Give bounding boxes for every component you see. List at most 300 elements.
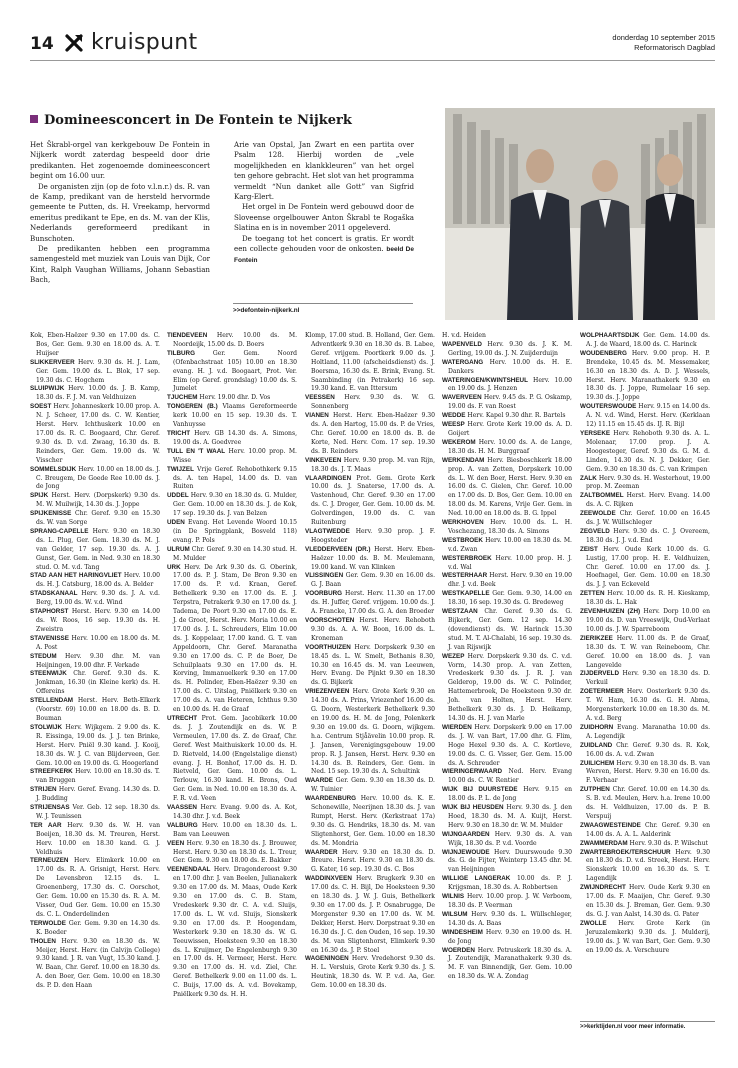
- place-name: SOEST: [30, 403, 52, 411]
- service-times: Herv. 9.30 ds. C. J. Overeem, 18.30 ds. J. J. v.d. End: [586, 527, 710, 544]
- listing-entry: [305, 475, 435, 528]
- listing-entry: [580, 510, 710, 528]
- place-name: WILLIGE LANGERAK: [442, 875, 511, 883]
- listing-entry: [167, 519, 297, 546]
- service-times: Herv. 9.45 ds. P. G. Oskamp, 19.00 ds. F. van Roest: [448, 394, 572, 411]
- listing-entry: [442, 590, 572, 608]
- listing-entry: [30, 332, 160, 359]
- service-times: Herv. Elimkerk 10.00 en 17.00 ds. R. A. Grisnigt, Herst. Herv. De Levensbron 12.15 ds. L. Groenenberg, 17.30 ds. C. Oorschot, Ger. Gem. 10.00 en 15.30 ds. R. A. M. Visser, Oud Ger. Gem. 10.00 en 15.30 ds. C. L. Onderdelinden: [36, 857, 161, 918]
- service-times: Herv. 10.00 en 18.00 ds. J. C. Breugem, De Goede Ree 10.00 ds. J. de Jong: [36, 465, 161, 491]
- place-name: SPRANG-CAPELLE: [30, 527, 89, 535]
- service-times: Herv. 10.00 en 18.30 ds. T. van Bruggen: [36, 768, 160, 785]
- service-times: Herv. 9.30 ds. J. K. M. Gerling, 19.00 ds. J. N. Zuijderduijn: [448, 340, 573, 357]
- service-times: Herv. Duurswoude 9.30 ds. G. de Fijter, Weinterp 13.45 dhr. M. van Heijningen: [448, 848, 572, 874]
- article-paragraph-text: De toegang tot het concert is gratis. Er wordt een collecte gehouden voor de onkosten.: [234, 233, 414, 254]
- place-name: VAASSEN: [167, 804, 197, 812]
- place-name: WAPENVELD: [442, 340, 482, 348]
- listing-entry: [442, 608, 572, 653]
- place-name: ZEIST: [580, 545, 598, 553]
- service-times: Herv. 9.30 ds. H. J. Lam, Ger. Gem. 19.00 ds. L. Blok, 17 sep. 19.30 ds. C. Hogchem: [36, 358, 160, 384]
- listing-entry: [580, 635, 710, 671]
- service-times: Prot. Gem. Grote Kerk 10.00 ds. J. Snaterse, 17.00 ds. A. Vastenhoud, Chr. Geref. 9.30 en 17.00 ds. C. J. Droger, Ger. Gem. 10.00 ds. M. Golverdingen, 19.00 ds. C. van Ruitenburg: [311, 474, 435, 527]
- title-marker: [30, 115, 38, 123]
- service-times: Herv. 10.00 ds. K. E. Schonewille, Neerijnen 18.30 ds. J. van Rumpt, Herst. Herv. (Kerkstraat 17a) 9.30 ds. G. Hendriks, 18.30 ds. M. van Sligtenhorst, Ger. Gem. 10.00 en 18.30 ds. M. Mondria: [311, 795, 436, 847]
- service-times: Herv. 9.30 ds. H. Westerhout, 19.00 prop. M. Zeeman: [586, 474, 711, 491]
- newspaper-name: Reformatorisch Dagblad: [634, 43, 715, 52]
- place-name: VLAARDINGEN: [305, 474, 352, 482]
- place-name: ZWARTEBROEK/TERSCHUUR: [580, 848, 671, 856]
- listing-entry: [30, 572, 160, 590]
- service-times: Herv. 9.15 en 18.00 ds. P. L. de Jong: [448, 786, 572, 803]
- listing-entry: [305, 688, 435, 777]
- place-name: ZIJDERVELD: [580, 670, 620, 678]
- service-times: Herst. Herv. Evang. 14.00 ds. A. C. Rijken: [586, 492, 710, 509]
- place-name: VOORTHUIZEN: [305, 643, 351, 651]
- article-title-text: Domineesconcert in De Fontein te Nijkerk: [44, 113, 352, 128]
- listing-entry: [305, 849, 435, 876]
- place-name: WAGENINGEN: [305, 955, 349, 963]
- listing-entry: [580, 822, 710, 840]
- listing-entry: [30, 492, 160, 510]
- place-name: SLIKKERVEER: [30, 358, 75, 366]
- place-name: WEESP: [442, 421, 465, 429]
- service-times: Herv. Evang. 9.00 ds. A. Kot, 14.30 dhr. J. v.d. Beek: [173, 804, 298, 820]
- service-times: Chr. Geref. 9.30 en 14.30 stud. H. M. Mulder: [173, 545, 297, 562]
- service-times: Herv. 19.00 dhr. D. Vos: [199, 394, 271, 402]
- service-times: Herv. 9.30 en 18.30 ds. D. v.d. Streek, Herst. Herv. Sionskerk 10.00 en 16.30 ds. S. T. Lagendijk: [586, 848, 711, 883]
- place-name: TJUCHEM: [167, 394, 198, 402]
- place-name: WESTBROEK: [442, 536, 483, 544]
- place-name: ZEEWOLDE: [580, 510, 616, 518]
- listing-entry: [305, 528, 435, 546]
- listing-entry: [30, 920, 160, 938]
- listing-column: [580, 332, 710, 955]
- place-name: ZALK: [580, 474, 597, 482]
- listing-entry: [167, 840, 297, 867]
- listing-entry: [167, 466, 297, 493]
- listing-entry: [442, 947, 572, 983]
- service-times: 10.00 ds. P. J. Krijgsman, 18.30 ds. A. Robbertsen: [448, 875, 573, 892]
- service-times: Ger. Gem. Noord (Ofenbachstraat 105) 10.00 en 18.30 evang. H. J. v.d. Boogaart, Prot. Ver. Elim (op Geref. grondslag) 10.00 ds. S. Jumelet: [173, 349, 298, 393]
- listing-entry: [580, 475, 710, 493]
- service-times: Chr. Geref. 10.00 en 16.45 ds. J. W. Wüllschleger: [586, 510, 710, 527]
- listing-entry: [442, 768, 572, 786]
- service-times: Ger. Gem. 9.30 en 14.30 ds. K. Boeder: [36, 919, 160, 936]
- listing-entry: [305, 795, 435, 848]
- listing-entry: [305, 394, 435, 412]
- article-link[interactable]: >>defontein-nijkerk.nl: [233, 303, 413, 314]
- listing-entry: [442, 786, 572, 804]
- listing-entry: [167, 350, 297, 395]
- compass-arrow-icon: [64, 33, 84, 53]
- listing-entry: [30, 822, 160, 858]
- service-times: Herv. 10.00 ds. J. B. Kamp, 18.30 ds. F. J. M. van Veldhuizen: [36, 385, 160, 402]
- listing-entry: [442, 724, 572, 769]
- place-name: WIERINGERWAARD: [442, 768, 503, 776]
- service-times: Herv. 9.30 ds. J. A. v.d. Berg, 19.00 ds. W. v.d. Wind: [36, 590, 160, 607]
- listing-entry: [580, 332, 710, 350]
- service-times: Herv. 10.00 en 18.30 ds. M. v.d. Zwan: [448, 536, 572, 553]
- place-name: TILBURG: [167, 349, 195, 357]
- service-times: Herv. 11.00 ds. P. de Graaf, 18.30 ds. T. W. van Reineboom, Chr. Geref. 10.00 en 18.00 ds. J. van Langevelde: [586, 634, 710, 669]
- place-name: VALBURG: [167, 821, 198, 829]
- listing-entry: [442, 849, 572, 876]
- service-times: Klomp, 17.00 stud. B. Holland, Ger. Gem. Adventkerk 9.30 en 18.30 ds. B. Labee, Geref. vrijgem. Poortkerk 9.00 ds. J. Holtland, 11.00 (afscheidsdienst) ds. J. Boersma, 16.30 ds. E. Brink, Evang. St. Saambinding (in Petrakerk) 16 sep. 19.30 kand. E. van Ittersum: [305, 332, 435, 393]
- section-title: kruispunt: [91, 30, 198, 55]
- place-name: STEENWIJK: [30, 670, 67, 678]
- service-times: Herv. 9.30 prop. M. van Rijn, 18.30 ds. J. T. Maas: [311, 456, 436, 473]
- listing-entry: [580, 884, 710, 920]
- listing-entry: [167, 866, 297, 1000]
- service-times: Vrije Geref. Rehobothkerk 9.15 ds. A. ten Hapel, 14.00 ds. D. van Ruiten: [173, 465, 297, 491]
- place-name: ZALTBOMMEL: [580, 492, 624, 500]
- church-service-listings: [30, 332, 715, 1047]
- listing-entry: [580, 840, 710, 849]
- article-paragraph: Arie van Opstal, Jan Zwart en een partita over Psalm 128. Hierbij worden de „vele mogelijkheden en klankkleuren” van het orgel ten gehore gebracht. Het slot van het programma vermeldt “Nun danket alle Gott” van Sigfrid Karg-Elert.: [234, 140, 414, 202]
- service-times: Chr. Geref. 9.30 ds. K. Jonkman, 16.30 (in Kleine kerk) ds. H. Offereins: [36, 670, 160, 696]
- service-times: Herv. Oude Kerk 10.00 ds. G. Lustig, 17.00 prop. H. E. Veldhuizen, Chr. Geref. 10.00 en 17.00 ds. J. Hoefnagel, Ger. Gem. 10.00 en 18.30 ds. J. J. van Eckeveld: [586, 545, 711, 589]
- listing-entry: [305, 777, 435, 795]
- listing-entry: [442, 537, 572, 555]
- place-name: WINDESHEIM: [442, 928, 483, 936]
- listing-entry: [167, 448, 297, 466]
- listing-entry: [442, 359, 572, 377]
- listing-entry: [30, 528, 160, 573]
- place-name: UDEN: [167, 519, 185, 527]
- listing-entry: [30, 697, 160, 724]
- place-name: STAD AAN HET HARINGVLIET: [30, 572, 122, 580]
- place-name: ZUTPHEN: [580, 786, 610, 794]
- place-name: WILNIS: [442, 893, 465, 901]
- place-name: UTRECHT: [167, 714, 198, 722]
- listing-entry: [580, 608, 710, 635]
- place-name: STADSKANAAL: [30, 590, 78, 598]
- service-times: Herv. 9.30 en 18.30 ds. D. Verkuil: [586, 670, 710, 687]
- listing-entry: [580, 742, 710, 760]
- service-times: Herv. Dorp 10.00 en 19.00 ds. D. van Vreeswijk, Oud-Verlaat 10.00 ds. J. W. Sparreboom: [586, 608, 710, 633]
- listing-entry: [30, 590, 160, 608]
- listing-entry: [442, 831, 572, 849]
- listing-entry: [442, 653, 572, 724]
- place-name: STRIJENSAS: [30, 804, 70, 812]
- place-name: SLUIPWIJK: [30, 385, 65, 393]
- service-times: Herv. Biesboschkerk 18.00 prop. A. van Zetten, Dorpskerk 10.00 ds. L. W. den Boer, Herst. Herv. 9.30 en 16.00 ds. C. Gielen, Chr. Geref. 10.00 en 17.00 ds. D. Bos, Ger. Gem. 10.00 en 18.00 ds. M. Karens, Vrije Ger. Gem. in Ned. 10.00 en 18.00 ds. B. G. Ippel: [448, 456, 572, 518]
- place-name: ZWAMMERDAM: [580, 839, 628, 847]
- place-name: WAVERVEEN: [442, 394, 482, 402]
- article-title: [30, 113, 352, 128]
- listing-entry: [30, 403, 160, 465]
- listing-entry: [442, 804, 572, 831]
- listing-entry: [30, 359, 160, 386]
- service-times: Herv. Rehoboth 9.30 ds. A. L. Molenaar, 17.00 prop. J. A. Hoogesteger, Geref. 9.30 ds. G. M. d. Linden, 14.30 ds. N. J. Dekker, Ger. Gem. 9.30 en 18.30 ds. C. van Krimpen: [586, 429, 710, 473]
- listing-entry: [305, 875, 435, 955]
- service-times: Herv. 10.00 prop. H. J. v.d. Wal: [448, 554, 572, 571]
- issue-date: donderdag 10 september 2015: [612, 33, 715, 42]
- place-name: WEDDE: [442, 412, 466, 420]
- listing-entry: [442, 519, 572, 537]
- listing-entry: [30, 724, 160, 769]
- service-times: Chr. Geref. 9.30 en 14.00 ds. A. A. L. Aalderink: [586, 821, 710, 838]
- listing-entry: [305, 955, 435, 991]
- service-times: Herv. 10.00 prop. M. Wisse: [173, 447, 297, 464]
- listing-entry: [30, 670, 160, 697]
- listing-entry: [580, 430, 710, 475]
- article-photo: [445, 108, 715, 320]
- service-times: Herv. 9.30 dhr. M. van Heijningen, 19.00 dhr. F. Verkade: [36, 652, 160, 669]
- place-name: SOMMELSDIJK: [30, 465, 77, 473]
- listing-entry: [580, 688, 710, 724]
- place-name: STAVENISSE: [30, 634, 69, 642]
- service-times: Herv. Kapel 9.30 dhr. R. Bartels: [467, 412, 566, 420]
- service-times: Herv. 9.30 en 19.00 ds. H. de Jong: [448, 928, 572, 945]
- listing-entry: [305, 644, 435, 689]
- listing-entry: [30, 768, 160, 786]
- place-name: WIJNGAARDEN: [442, 830, 490, 838]
- place-name: WESTZAAN: [442, 608, 478, 616]
- place-name: STRIJEN: [30, 786, 57, 794]
- place-name: WEKEROM: [442, 438, 476, 446]
- service-times: Herv. Dragonderoost 9.30 en 17.00 dhr. J. van Beelen, Julianakerk 9.30 en 17.00 ds. M. Maas, Oude Kerk 9.30 en 17.00 ds. C. B. Stam, Vredeskerk 9.30 dr. C. A. v.d. Sluijs, 17.00 ds. L. W. v.d. Sluijs, Sionskerk 9.30 en 17.00 ds. P. Hoogendam, Westerkerk 9.30 en 18.30 ds. W. G. Teeuwissen, Hoeksteen 9.30 en 18.30 ds. L. Kruijmer, De Engelenburgh 9.30 en 17.00 ds. H. Vermeer, Herst. Herv. 9.30 en 17.00 ds. H. v.d. Ziel, Chr. Geref. Bethelkerk 9.00 en 11.00 ds. L. C. Buijs, 17.00 ds. A. v.d. Bovekamp, Pniëlkerk 9.30 ds. H. H.: [173, 866, 297, 999]
- kerktijden-link[interactable]: >>kerktijden.nl voor meer informatie.: [580, 1021, 715, 1030]
- service-times: Evang. Maranatha 10.00 ds. A. Legendijk: [586, 723, 711, 740]
- service-times: Prot. Gem. Jacobikerk 10.00 ds. J. J. Zoutendijk en ds. W. P. Vermeulen, 17.00 ds. Z. de Graaf, Chr. Geref. West Maithuiskerk 10.00 ds. H. D. Rietveld, 14.00 (Engelstalige dienst) evang. J. H. Bonhof, 17.00 ds. H. D. Rietveld, Ger. Gem. 10.00 ds. L. Terlouw, 16.30 kand. H. Brons, Oud Ger. Gem. in Ned. 10.00 en 18.30 ds. A. F. R. v.d. Veen: [173, 714, 297, 803]
- listing-entry: [167, 430, 297, 448]
- place-name: TERWOLDE: [30, 919, 66, 927]
- service-times: Herst. Herv. 9.30 en 14.00 ds. W. Roos, 16 sep. 19.30 ds. H. Zweistra: [36, 608, 160, 633]
- service-times: Herv. 10.00 ds. R. H. Kieskamp, 18.30 ds. L. Hak: [586, 590, 710, 607]
- photo-credit: beeld De Fontein: [234, 246, 414, 265]
- service-times: Herst. Herv. Rehoboth 9.30 ds. A. A. W. Boon, 16.00 ds. L. Kroneman: [311, 617, 435, 642]
- place-name: TULL EN 'T WAAL: [167, 447, 226, 455]
- place-name: WILSUM: [442, 910, 468, 918]
- listing-entry: [442, 341, 572, 359]
- service-times: Herv. Grote Kerk 19.00 ds. A. D. Goijert: [448, 421, 573, 437]
- service-times: Herv. 9.00 prop. H. P. Brendeke, 10.45 ds. M. Messemaker, 16.30 en 18.30 ds. A. D. J. Wessels, Herst. Herv. Maranathakerk 9.30 en 18.30 ds. J. Joppe, Rumelaar 16 sep. 19.30 ds. J. Joppe: [586, 349, 710, 402]
- place-name: THOLEN: [30, 937, 56, 945]
- service-times: Herv. Oude Kerk 9.30 en 17.00 ds. F. Maaijen, Chr. Geref. 9.30 en 15.30 ds. J. Breman, Ger. Gem. 9.30 ds. G. J. van Aalst, 14.30 ds. G. Pater: [586, 884, 710, 918]
- service-times: Herv. Dorpskerk 9.00 en 17.00 ds. J. W. van Bart, 17.00 dhr. G. Flim, Hoge Hexel 9.30 ds. A. C. Kortleve, 19.00 ds. C. G. Visser, Ger. Gem. 15.00 ds. A. Schreuder: [448, 723, 572, 767]
- place-name: WERKENDAM: [442, 456, 485, 464]
- listing-entry: [305, 546, 435, 573]
- listing-entry: [167, 332, 297, 350]
- service-times: Herv. Petruskerk 18.30 ds. A. J. Zoutendijk, Maranathakerk 9.30 ds. M. F. van Binnendijk, Ger. Gem. 10.00 en 18.30 ds. W. A. Zondag: [448, 946, 572, 981]
- service-times: Herv. 10.00 ds. L. H. Voschezang, 18.30 ds. A. Simons: [448, 519, 573, 535]
- place-name: WAARDER: [305, 848, 338, 856]
- listing-entry: [30, 385, 160, 403]
- place-name: WAARDENBURG: [305, 795, 357, 803]
- listing-column: [305, 332, 435, 991]
- service-times: Ger. Gem. 9.30 en 18.30 ds. D. W. Tuinier: [311, 777, 435, 794]
- place-name: WESTERBROEK: [442, 554, 492, 562]
- listing-entry: [442, 377, 572, 395]
- service-times: Herv. Grote Kerk 9.30 en 14.30 ds. A. Prins, Vriezenhof 16.00 ds. G. Doorn, Westerkerk Bethelkerk 9.30 en 19.00 ds. H. M. de Jong, Polenkerk 9.30 en 19.00 ds. G. Doorn, wijkgem. h.a. Centrum Stjåävelin 10.00 prop. R. J. Jansen, Verenigingsgebouw 19.00 prop. R. J. Jansen, Herst. Herv. 9.30 en 14.30 ds. B. Reinders, Ger. Gem. in Ned. 15 sep. 19.30 ds. A. Schultink: [311, 688, 435, 776]
- service-times: Chr. Geref. 9.30 ds. R. Kok, 16.00 ds. A. v.d. Zwan: [586, 741, 710, 758]
- service-times: Herv. 9.30 ds. W. H. van Boeijen, 18.30 ds. M. Treuren, Herst. Herv. 10.00 en 18.30 kand. G. J. Veldhuis: [36, 821, 160, 856]
- listing-column: [442, 332, 572, 982]
- listing-entry: [167, 564, 297, 715]
- service-times: Herv. 9.30 ds. W. G. Sonnenberg: [311, 394, 435, 411]
- listing-entry: [580, 403, 710, 430]
- place-name: SPIJKENISSE: [30, 510, 72, 518]
- listing-column: [167, 332, 297, 1000]
- service-times: Herv. 9.30 en 18.30 ds. J. Brouwer, Herst. Herv. 9.30 en 18.30 ds. L. Treur, Ger. Gem. 9.30 en 18.00 ds. E. Bakker: [173, 839, 297, 865]
- service-times: Herv. Dorpskerk 9.30 en 18.45 ds. L. W. Smelt, Bethanis 8.30, 10.30 en 16.45 ds. M. van Leeuwen, Herv. Evang. De Pijnkt 9.30 en 18.30 ds. G. Bijkerk: [311, 643, 435, 687]
- service-times: Herv. 9.30 prop. J. F. Hoogsteder: [311, 527, 436, 544]
- place-name: WATERINGEN/KWINTSHEUL: [442, 376, 528, 384]
- service-times: Herst. Herv. Eben-Haëzer 9.30 ds. A. den Hartog, 15.00 ds. P. de Vries, Chr. Geref. 10.00 en 18.00 ds. B. de Korte, Ned. Herv. Com. 17 sep. 19.30 ds. B. Reinders: [311, 412, 436, 455]
- place-name: STOLWIJK: [30, 723, 63, 731]
- listing-entry: [580, 350, 710, 403]
- listing-entry: [305, 332, 435, 394]
- service-times: Ger. Gem. 14.00 ds. A. J. de Waard, 18.00 ds. C. Harinck: [586, 332, 710, 348]
- article-paragraph: Het Škrabl-orgel van kerkgebouw De Fontein in Nijkerk wordt zaterdag bespeeld door drie predikanten. Het zogenoemde domineesconcert begint om 16.00 uur.: [30, 140, 210, 181]
- service-times: Ned. Herv. Evang 10.00 ds. C. W. Rentier: [448, 768, 572, 785]
- place-name: WOERDEN: [442, 946, 475, 954]
- place-name: UDDEL: [167, 492, 189, 500]
- place-name: VRIEZENVEEN: [305, 688, 350, 696]
- place-name: ZUIDHORN: [580, 723, 614, 731]
- service-times: Herv. 9.30 en 18.30 ds. G. Mulder, Ger. Gem. 10.00 en 18.30 ds. J. de Kok, 17 sep. 19.30 ds. J. van Belzen: [173, 492, 298, 518]
- service-times: Ger. Gem. 9.30, 14.00 en 18.30, 16 sep. 19.30 ds. G. Bredeweg: [448, 590, 573, 607]
- place-name: ULRUM: [167, 545, 190, 553]
- listing-entry: [442, 421, 572, 439]
- listing-entry: [305, 412, 435, 457]
- service-times: Herv. 10.00 prop. J. W. Verboom, 18.30 ds. P. Veerman: [448, 893, 572, 909]
- place-name: VLEDDERVEEN (DR.): [305, 545, 371, 553]
- service-times: Herv. 10.00 en 19.00 ds. J. Henzen: [448, 376, 572, 393]
- listing-entry: [580, 528, 710, 546]
- listing-entry: [442, 394, 572, 412]
- place-name: SPIJK: [30, 492, 49, 500]
- place-name: WIJNJEWOUDE: [442, 848, 490, 856]
- listing-entry: [30, 804, 160, 822]
- service-times: Herv. Grote Kerk (in Jeruzalemkerk) 9.30 ds. J. Mulderij, 19.00 ds. J. W. van Bart, Ger. Gem. 9.30 en 19.00 ds. A. Verschuure: [586, 919, 710, 954]
- listing-entry: [442, 929, 572, 947]
- listing-entry: [442, 893, 572, 911]
- service-times: Herv. 9.30 ds. L. Wüllschleger, 14.30 ds. A. Baas: [448, 910, 572, 927]
- service-times: Herv. 9.30 en 18.30 ds. D. Breure. Herst. Herv. 9.30 en 18.30 ds. G. Kater, 16 sep. 19.30 ds. C. Bos: [311, 848, 436, 874]
- place-name: WOUTERSWOUDE: [580, 403, 637, 411]
- service-times: Herv. 9.30 ds. P. Wilschut: [629, 839, 708, 847]
- place-name: WIJK BIJ DUURSTEDE: [442, 786, 518, 794]
- listing-entry: [305, 590, 435, 617]
- listing-column: [30, 332, 160, 991]
- place-name: WAARDE: [305, 777, 333, 785]
- listing-entry: [30, 786, 160, 804]
- listing-entry: [442, 555, 572, 573]
- place-name: VLAGTWEDDE: [305, 527, 350, 535]
- place-name: VEEN: [167, 839, 185, 847]
- listing-entry: [442, 412, 572, 421]
- service-times: Herv. GB 14.30 ds. A. Simons, 19.00 ds. A. Goedvree: [173, 429, 298, 446]
- service-times: Herv. 9.30 en 18.30 ds. W. Meijer, Herst. Herv. (in Calvijn College) 9.30 kand. J. R. van Vugt, 15.30 kand. J. W. Baan, Chr. Geref. 10.00 en 18.30 ds. A. den Boer, Ger. Gem. 10.00 en 18.30 ds. P. D. den Haan: [36, 937, 160, 990]
- place-name: TIENDEVEEN: [167, 332, 208, 339]
- place-name: WESTKAPELLE: [442, 590, 490, 598]
- place-name: VOORSCHOTEN: [305, 617, 355, 624]
- service-times: Ver. Geb. 12 sep. 18.30 ds. W. J. Teunissen: [36, 804, 160, 820]
- header-dateline: [612, 33, 715, 53]
- service-times: Kok, Eben-Haëzer 9.30 en 17.00 ds. C. Bos, Ger. Gem. 9.30 en 18.00 ds. A. T. Huijser: [30, 332, 160, 357]
- place-name: ZIERIKZEE: [580, 634, 613, 642]
- article-paragraph: De predikanten hebben een programma samengesteld met muziek van Louis van Dijk, Cor Kint, Ralph Vaughan Williams, Johann Sebastian Bach,: [30, 244, 210, 285]
- place-name: TONGEREN (B.): [167, 403, 218, 411]
- service-times: H. v.d. Heiden: [442, 332, 486, 339]
- listing-entry: [167, 546, 297, 564]
- article-paragraph: [234, 234, 414, 267]
- service-times: Chr. Geref. 9.30 ds. G. Bijkerk, Ger. Gem. 12 sep. 14.30 (dovendienst) ds. W. Harinck 15.30 stud. M. T. Al-Chalabi, 16 sep. 19.30 ds. J. van Rijswijk: [448, 608, 573, 651]
- listing-entry: [442, 457, 572, 519]
- place-name: STELLENDAM: [30, 697, 74, 705]
- listing-entry: [167, 804, 297, 822]
- place-name: WOUDENBERG: [580, 349, 627, 357]
- place-name: WERKHOVEN: [442, 519, 484, 527]
- place-name: WEZEP: [442, 652, 465, 660]
- listing-entry: [167, 492, 297, 519]
- listing-entry: [30, 635, 160, 653]
- service-times: Herv. 10.00 ds. M. Noordeijk, 15.00 ds. D. Boers: [173, 332, 298, 348]
- service-times: Herv. 10.00 en 18.00 ds. M. A. Post: [36, 634, 160, 651]
- place-name: TERNEUZEN: [30, 857, 69, 865]
- place-name: ZWOLLE: [580, 919, 607, 927]
- place-name: VEENENDAAL: [167, 866, 211, 874]
- header-rule: [30, 60, 715, 61]
- place-name: ZWAAGWESTEINDE: [580, 821, 641, 829]
- page-number: 14: [30, 34, 54, 54]
- service-times: Ger. Gem. 9.30 en 16.00 ds. G. J. Baan: [311, 572, 436, 589]
- place-name: VINKEVEEN: [305, 456, 342, 464]
- place-name: WIERDEN: [442, 723, 472, 731]
- place-name: YERSEKE: [580, 429, 611, 437]
- place-name: VEESSEN: [305, 394, 335, 402]
- service-times: Herst. Herv. 11.30 en 17.00 ds. H. Juffer, Geref. vrijgem. 10.00 ds. J. A. Francke, 17.00 ds. G. A. den Broeder: [311, 590, 435, 616]
- article-column-1: [30, 140, 210, 286]
- listing-entry: [167, 822, 297, 840]
- place-name: ZUIDLAND: [580, 741, 613, 749]
- listing-entry: [30, 857, 160, 919]
- place-name: TRICHT: [167, 429, 191, 437]
- place-name: WATERGANG: [442, 358, 484, 366]
- listing-entry: [30, 510, 160, 528]
- service-times: Chr. Geref. 10.00 en 14.30 ds. S. B. v.d. Meulen, Herv. h.a. Irene 10.00 ds. H. Veldhuizen, 17.00 ds. P. B. Verspuij: [586, 786, 710, 820]
- listing-entry: [580, 590, 710, 608]
- place-name: TER AAR: [30, 821, 62, 829]
- place-name: VOORBURG: [305, 590, 343, 598]
- place-name: ZWIJNDRECHT: [580, 884, 626, 892]
- service-times: Herv. 9.30 ds. A. van Wijk, 18.30 ds. P. v.d. Voorde: [448, 830, 573, 847]
- listing-entry: [305, 572, 435, 590]
- service-times: Herv. De Ark 9.30 ds. G. Oberink, 17.00 ds. P. J. Stam, De Bron 9.30 en 17.00 ds. P. v.d. Kraan, Geref. Bethelkerk 9.30 en 17.00 ds. E. J. Terpstra, Petrakerk 9.30 en 17.00 ds. J. Tadema, De Poort 9.30 en 17.00 ds. E. J. de Groot, Herst. Herv. Moria 10.00 en 17.00 ds. J. L. Schreuders, Elim 10.00 ds. J. Koppelaar, 17.00 kand. G. T. van Appeldoorn, Chr. Geref. Maranatha 9.30 en 17.00 ds. C. P. de Boer, De Schuilplaats 9.30 en 17.00 ds. H. Korving, Immanuelkerk 9.30 en 17.00 ds. H. Polinder, Eben-Haëzer 9.30 en 17.00 ds. C. Uitslag, Pniëlkerk 9.30 en 17.00 ds. A. van Heteren, Ichthus 9.30 en 10.00 ds. H. de Graaf: [173, 563, 298, 714]
- service-times: Herst. Herv. 9.30 en 19.00 dhr. J. v.d. Beek: [448, 572, 572, 589]
- listing-entry: [580, 546, 710, 591]
- listing-entry: [442, 439, 572, 457]
- listing-entry: [580, 760, 710, 787]
- listing-entry: [580, 920, 710, 956]
- place-name: VLISSINGEN: [305, 572, 344, 580]
- listing-entry: [580, 786, 710, 822]
- service-times: Herv. 10.00 en 18.30 ds. L. Bam van Leeuwen: [173, 821, 298, 838]
- listing-entry: [30, 653, 160, 671]
- place-name: WADDINXVEEN: [305, 875, 352, 883]
- service-times: Herst. Herv. (Dorpskerk) 9.30 ds. M. W. Muilwijk, 14.30 ds. J. Joppe: [36, 492, 161, 509]
- service-times: Herv. Oosterkerk 9.30 ds. T. W. Ham, 16.30 ds. G. H. Abma, Morgensterkerk 10.00 en 18.30 ds. M. A. v.d. Berg: [586, 688, 711, 722]
- listing-entry: [442, 911, 572, 929]
- place-name: TWIJZEL: [167, 465, 194, 473]
- place-name: WIJK BIJ HEUSDEN: [442, 804, 504, 812]
- place-name: WESTERHAAR: [442, 572, 488, 580]
- listing-entry: [167, 394, 297, 403]
- place-name: URK: [167, 563, 181, 571]
- place-name: STREEFKERK: [30, 768, 73, 776]
